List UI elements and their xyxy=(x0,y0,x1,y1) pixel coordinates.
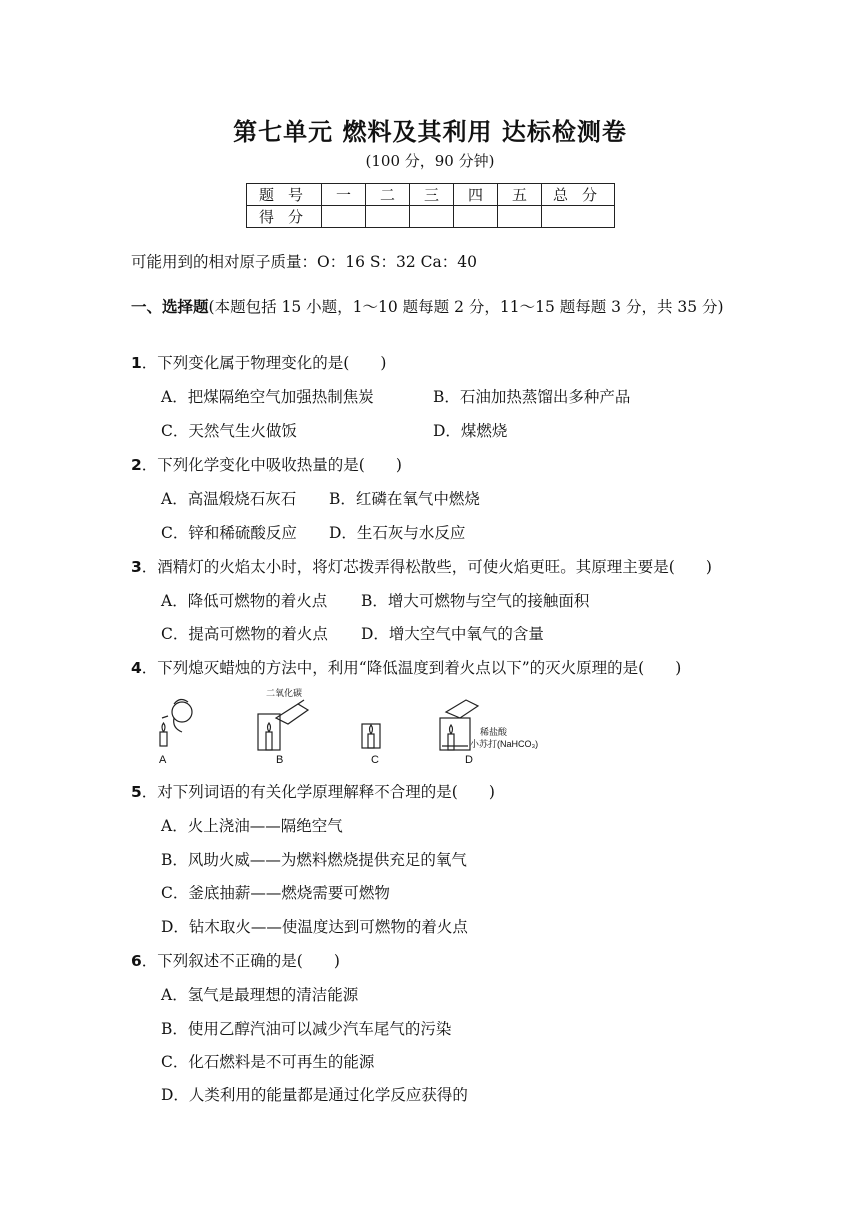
question-3 xyxy=(131,555,712,577)
page-title: 第七单元 燃料及其利用 达标检测卷 xyxy=(233,118,627,146)
option-c[interactable]: C．锌和稀硫酸反应 xyxy=(161,524,297,542)
option-a-illustration xyxy=(160,699,192,746)
score-header-cell: 题号 xyxy=(247,184,322,206)
score-cell[interactable] xyxy=(542,206,615,228)
score-cell[interactable] xyxy=(322,206,366,228)
question-6 xyxy=(131,949,340,971)
question-number: 1 xyxy=(131,354,142,372)
option-d[interactable]: D．钻木取火——使温度达到可燃物的着火点 xyxy=(161,918,468,936)
option-a[interactable]: A．降低可燃物的着火点 xyxy=(161,592,328,610)
question-text: ．下列熄灭蜡烛的方法中，利用“降低温度到着火点以下”的灭火原理的是( ) xyxy=(141,659,682,677)
option-b[interactable]: B．红磷在氧气中燃烧 xyxy=(329,490,480,508)
option-a[interactable]: A．氢气是最理想的清洁能源 xyxy=(161,986,359,1004)
option-c[interactable]: C．釜底抽薪——燃烧需要可燃物 xyxy=(161,884,390,902)
figure-label-d: D xyxy=(465,754,473,766)
option-b[interactable]: B．增大可燃物与空气的接触面积 xyxy=(361,592,590,610)
question-5 xyxy=(131,780,495,802)
atomic-mass-note: 可能用到的相对原子质量：O：16 S：32 Ca：40 xyxy=(131,253,477,271)
score-header-cell: 二 xyxy=(366,184,410,206)
section-description: (本题包括 15 小题，1～10 题每题 2 分，11～15 题每题 3 分，共 35 分) xyxy=(208,298,724,316)
question-text: ．下列变化属于物理变化的是( ) xyxy=(141,354,387,372)
option-d[interactable]: D．人类利用的能量都是通过化学反应获得的 xyxy=(161,1086,468,1104)
figure-label-a: A xyxy=(159,754,167,766)
score-header-cell: 一 xyxy=(322,184,366,206)
baking-soda-label: 小苏打(NaHCO₃) xyxy=(470,739,539,749)
question-2 xyxy=(131,453,402,475)
page-subtitle: (100 分，90 分钟) xyxy=(365,152,495,170)
figure-label-c: C xyxy=(371,754,379,766)
option-b[interactable]: B．石油加热蒸馏出多种产品 xyxy=(433,388,631,406)
score-cell[interactable] xyxy=(498,206,542,228)
question-number: 5 xyxy=(131,783,142,801)
question-1 xyxy=(131,351,386,373)
option-c[interactable]: C．天然气生火做饭 xyxy=(161,422,297,440)
figure-label-b: B xyxy=(276,754,284,766)
score-header-cell: 五 xyxy=(498,184,542,206)
score-table-header-row xyxy=(247,184,615,206)
option-b-illustration xyxy=(258,700,308,750)
question-text: ．酒精灯的火焰太小时，将灯芯拨弄得松散些，可使火焰更旺。其原理主要是( ) xyxy=(141,558,712,576)
score-header-cell: 总分 xyxy=(542,184,615,206)
score-cell[interactable] xyxy=(366,206,410,228)
score-table-score-row xyxy=(247,206,615,228)
option-a[interactable]: A．火上浇油——隔绝空气 xyxy=(161,817,343,835)
candle-extinguishing-figure xyxy=(150,688,540,768)
score-header-cell: 三 xyxy=(410,184,454,206)
option-d[interactable]: D．生石灰与水反应 xyxy=(329,524,466,542)
score-cell[interactable] xyxy=(410,206,454,228)
question-text: ．下列叙述不正确的是( ) xyxy=(141,952,340,970)
section-title: 一、选择题 xyxy=(131,298,209,316)
question-text: ．下列化学变化中吸收热量的是( ) xyxy=(141,456,402,474)
option-b[interactable]: B．风助火威——为燃料燃烧提供充足的氧气 xyxy=(161,851,467,869)
score-cell[interactable] xyxy=(454,206,498,228)
question-number: 2 xyxy=(131,456,142,474)
score-table xyxy=(246,183,615,228)
option-a[interactable]: A．把煤隔绝空气加强热制焦炭 xyxy=(161,388,374,406)
score-header-cell: 四 xyxy=(454,184,498,206)
co2-label: 二氧化碳 xyxy=(266,688,303,698)
option-b[interactable]: B．使用乙醇汽油可以减少汽车尾气的污染 xyxy=(161,1020,452,1038)
section-heading xyxy=(131,295,724,317)
option-d[interactable]: D．煤燃烧 xyxy=(433,422,508,440)
option-d[interactable]: D．增大空气中氧气的含量 xyxy=(361,625,544,643)
acid-label: 稀盐酸 xyxy=(480,727,508,737)
question-4 xyxy=(131,656,681,678)
option-a[interactable]: A．高温煅烧石灰石 xyxy=(161,490,297,508)
option-c-illustration xyxy=(362,724,380,748)
question-number: 3 xyxy=(131,558,142,576)
question-number: 4 xyxy=(131,659,142,677)
question-text: ．对下列词语的有关化学原理解释不合理的是( ) xyxy=(141,783,495,801)
score-row-label: 得分 xyxy=(247,206,322,228)
question-number: 6 xyxy=(131,952,142,970)
option-c[interactable]: C．化石燃料是不可再生的能源 xyxy=(161,1053,375,1071)
option-c[interactable]: C．提高可燃物的着火点 xyxy=(161,625,328,643)
